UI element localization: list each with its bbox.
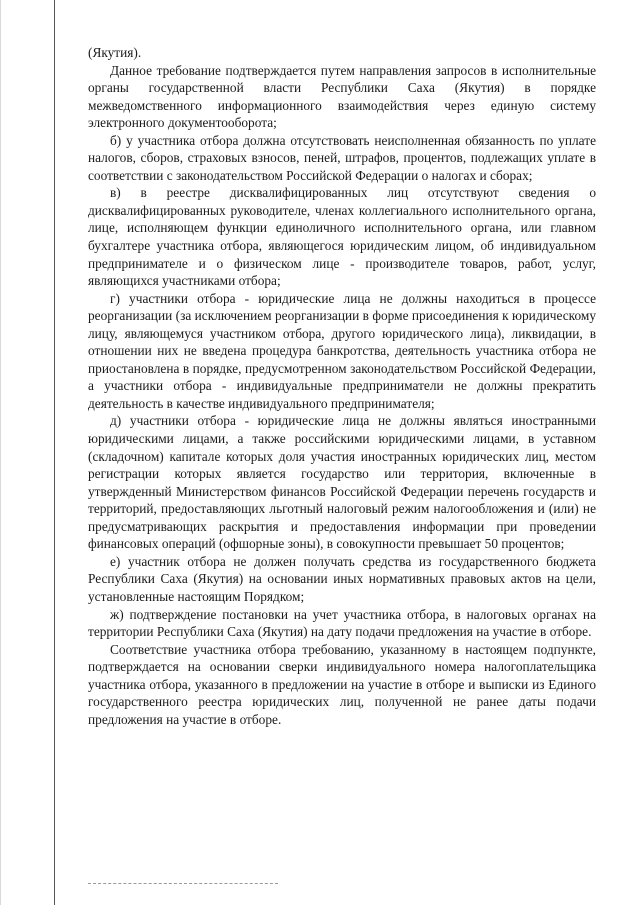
paragraph-item-d: д) участники отбора - юридические лица не должны являться иностранными юридическими лицами, а также российскими юридическими лицами, в уставном (складочном) капитале которых доля участия иностранных юридических лиц, местом регистрации которых является государство или территория, включенные в утвержденный Министерством финансов Российской Федерации перечень государств и территорий, предоставляющих льготный налоговый режим налогообложения и (или) не предусматривающих раскрытия и предоставления информации при проведении финансовых операций (офшорные зоны), в совокупности превышает 50 процентов; xyxy=(88,413,596,552)
paragraph-item-zh: ж) подтверждение постановки на учет участника отбора, в налоговых органах на территории Республики Саха (Якутия) на дату подачи предложения на участие в отборе. xyxy=(88,606,596,640)
paragraph-item-v: в) в реестре дисквалифицированных лиц отсутствуют сведения о дисквалифицированных руководителе, членах коллегиального исполнительного органа, лице, исполняющем функции единоличного исполнительного органа, или главном бухгалтере участника отбора, являющегося юридическим лицом, об индивидуальном предпринимателе и о физическом лице - производителе товаров, работ, услуг, являющихся участниками отбора; xyxy=(88,185,596,289)
paragraph-item-g: г) участники отбора - юридические лица не должны находиться в процессе реорганизации (за исключением реорганизации в форме присоединения к юридическому лицу, являющемуся участником отбора, другого юридического лица), ликвидации, в отношении них не введена процедура банкротства, деятельность участника отбора не приостановлена в порядке, предусмотренном законодательством Российской Федерации, а участники отбора - индивидуальные предприниматели не должны прекратить деятельность в качестве индивидуального предпринимателя; xyxy=(88,290,596,411)
document-body xyxy=(88,44,596,728)
scan-bottom-artifact xyxy=(88,883,278,886)
scan-edge xyxy=(0,0,1,905)
paragraph-verification-note: Данное требование подтверждается путем направления запросов в исполнительные органы государственной власти Республики Саха (Якутия) в порядке межведомственного информационного взаимодействия через единую систему электронного документооборота; xyxy=(88,62,596,131)
paragraph-item-e: е) участник отбора не должен получать средства из государственного бюджета Республики Саха (Якутия) на основании иных нормативных правовых актов на цели, установленные настоящим Порядком; xyxy=(88,553,596,604)
paragraph-item-b: б) у участника отбора должна отсутствовать неисполненная обязанность по уплате налогов, сборов, страховых взносов, пеней, штрафов, процентов, подлежащих уплате в соответствии с законодательством Российской Федерации о налогах и сборах; xyxy=(88,132,596,183)
paragraph-continuation: (Якутия). xyxy=(88,45,142,60)
paragraph-compliance: Соответствие участника отбора требованию, указанному в настоящем подпункте, подтверждается на основании сверки индивидуального номера налогоплательщика участника отбора, указанного в предложении на участие в отборе и выписки из Единого государственного реестра юридических лиц, полученной не ранее даты подачи предложения на участие в отборе. xyxy=(88,641,596,727)
binding-margin-line xyxy=(54,0,55,905)
